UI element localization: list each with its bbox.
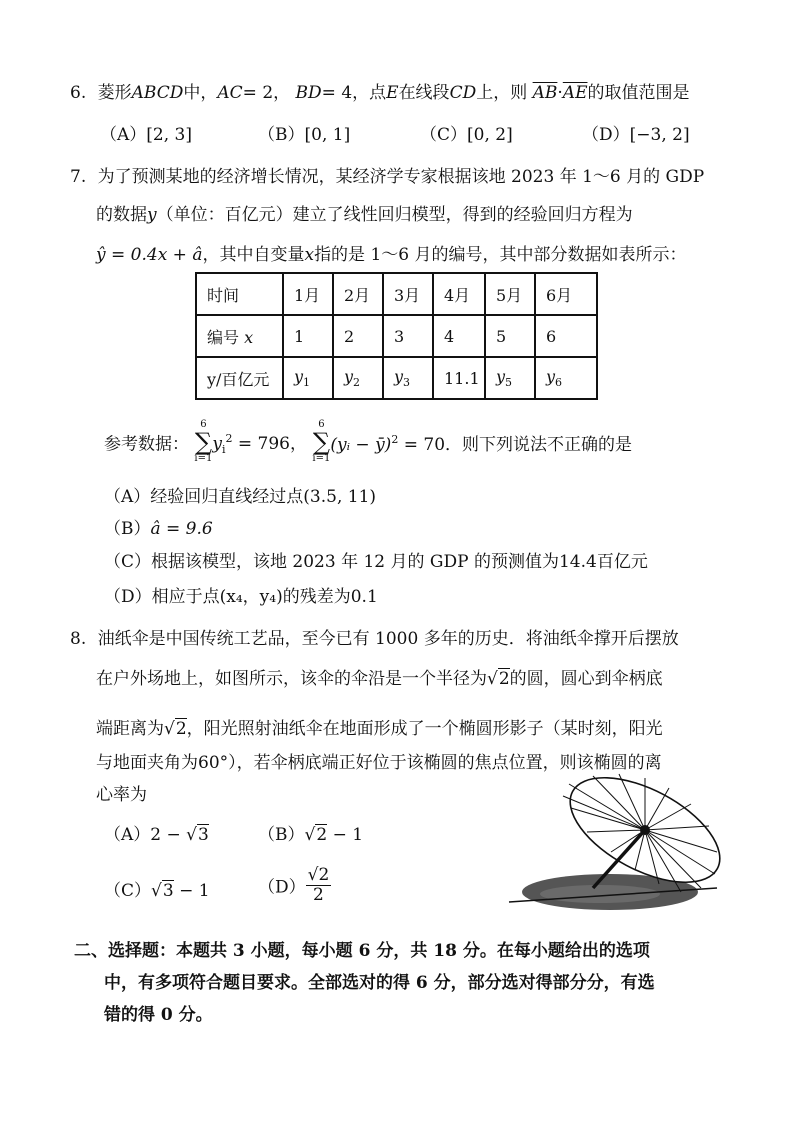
q8-text: 的圆，圆心到伞柄底 bbox=[509, 669, 663, 689]
option-label: （B） bbox=[258, 825, 305, 845]
q8-text: 在户外场地上，如图所示，该伞的伞沿是一个半径为 bbox=[96, 669, 487, 689]
cell-sub: 1 bbox=[303, 376, 311, 389]
table-cell: 4月 bbox=[433, 273, 485, 315]
sqrt-sign: √ bbox=[164, 719, 175, 739]
q7-option-b bbox=[104, 514, 213, 539]
q7-text: 的数据 bbox=[96, 205, 147, 225]
table-cell: 6 bbox=[535, 315, 597, 357]
option-label: （D） bbox=[104, 587, 152, 607]
q8-line3 bbox=[96, 714, 663, 739]
table-cell: 1 bbox=[283, 315, 333, 357]
summation-1 bbox=[194, 420, 212, 464]
sum-lower: i=1 bbox=[194, 453, 213, 464]
sum-upper: 6 bbox=[318, 419, 325, 430]
option-text: [−3, 2] bbox=[629, 125, 690, 145]
ref-label: 参考数据： bbox=[104, 434, 189, 455]
cell-sub: 6 bbox=[555, 376, 563, 389]
q6-option-a bbox=[100, 120, 192, 145]
table-cell: 1月 bbox=[283, 273, 333, 315]
q6-dot: · bbox=[557, 83, 563, 103]
q7-text: （单位：百亿元）建立了线性回归模型，得到的经验回归方程为 bbox=[156, 205, 633, 225]
sum-body: y bbox=[212, 433, 222, 454]
table-cell bbox=[196, 315, 283, 357]
sum-sigma: ∑ bbox=[194, 428, 212, 456]
table-cell: 4 bbox=[433, 315, 485, 357]
sum-body: (yᵢ − ȳ) bbox=[330, 434, 392, 455]
q6-text: 菱形 bbox=[97, 83, 132, 103]
q7-line3 bbox=[96, 240, 687, 265]
table-cell bbox=[485, 357, 535, 399]
cell-var: y bbox=[294, 367, 304, 386]
option-text: √ bbox=[151, 881, 162, 901]
q6-option-b bbox=[258, 120, 350, 145]
table-cell: 11.1 bbox=[433, 357, 485, 399]
q6-vector-ae: $\overline{AE}$ bbox=[562, 83, 588, 103]
fraction-numerator: √2 bbox=[307, 865, 330, 885]
sum-eq: = 70．则下列说法不正确的是 bbox=[403, 434, 633, 455]
q7-option-a bbox=[104, 482, 376, 507]
q8-option-a bbox=[104, 820, 209, 845]
q7-line1 bbox=[70, 162, 704, 187]
table-row bbox=[196, 273, 597, 315]
q7-option-c bbox=[104, 547, 648, 572]
q8-text: ，阳光照射油纸伞在地面形成了一个椭圆形影子（某时刻，阳光 bbox=[186, 719, 663, 739]
option-text: [0, 1] bbox=[304, 125, 351, 145]
q8-option-b bbox=[258, 820, 363, 845]
q8-option-d bbox=[258, 866, 331, 904]
sum-sub: i bbox=[221, 442, 226, 456]
cell-var: y bbox=[496, 367, 506, 386]
table-cell: 时间 bbox=[196, 273, 283, 315]
table-row bbox=[196, 357, 597, 399]
q8-line4: 与地面夹角为60°），若伞柄底端正好位于该椭圆的焦点位置，则该椭圆的离 bbox=[96, 753, 662, 773]
cell-sub: 3 bbox=[403, 376, 411, 389]
table-cell: 5 bbox=[485, 315, 535, 357]
cell-var: y bbox=[394, 367, 404, 386]
q7-var: x bbox=[304, 245, 315, 265]
table-cell: 2 bbox=[333, 315, 383, 357]
cell-var: x bbox=[244, 327, 254, 347]
table-row bbox=[196, 315, 597, 357]
q6-var: ABCD bbox=[131, 83, 184, 103]
sqrt-radicand: 3 bbox=[197, 825, 209, 845]
q6-var: BD bbox=[295, 83, 322, 103]
table-cell: 2月 bbox=[333, 273, 383, 315]
q8-text: 油纸伞是中国传统工艺品，至今已有 1000 多年的历史．将油纸伞撑开后摆放 bbox=[97, 629, 679, 649]
q6-var: AC bbox=[217, 83, 243, 103]
fraction-denominator: 2 bbox=[313, 884, 324, 905]
option-label: （A） bbox=[104, 825, 151, 845]
section2-line3: 错的得 0 分。 bbox=[104, 1005, 213, 1025]
q7-text: ，其中自变量 bbox=[202, 245, 305, 265]
table-cell: 5月 bbox=[485, 273, 535, 315]
fraction bbox=[306, 866, 332, 904]
q7-number: 7. bbox=[70, 167, 87, 187]
option-text: 经验回归直线经过点(3.5, 11) bbox=[150, 487, 377, 507]
option-text: [0, 2] bbox=[467, 125, 513, 145]
q6-text: 点 bbox=[369, 83, 387, 103]
option-text: 根据该模型，该地 2023 年 12 月的 GDP 的预测值为14.4百亿元 bbox=[151, 552, 648, 572]
option-label: （D） bbox=[258, 877, 306, 898]
sum-upper: 6 bbox=[200, 419, 207, 430]
table-cell bbox=[283, 357, 333, 399]
q8-line1 bbox=[70, 624, 679, 649]
sqrt-radicand: 2 bbox=[498, 669, 510, 689]
q7-var: y bbox=[147, 205, 157, 225]
q6-var: CD bbox=[449, 83, 477, 103]
cell-var: y bbox=[344, 367, 354, 386]
q6-option-c bbox=[420, 120, 513, 145]
q6-vector-ab: $\overline{AB}$ bbox=[532, 83, 558, 103]
q6-text: 中， bbox=[183, 83, 218, 103]
q6-var: E bbox=[386, 83, 399, 103]
umbrella-figure bbox=[505, 770, 725, 915]
option-text: â = 9.6 bbox=[150, 519, 213, 539]
sum-sup: 2 bbox=[225, 431, 233, 445]
q7-text: 为了预测某地的经济增长情况，某经济学专家根据该地 2023 年 1～6 月的 GDP bbox=[97, 167, 705, 187]
q6-text: 在线段 bbox=[398, 83, 450, 103]
q6-option-d bbox=[582, 120, 690, 145]
option-label: （A） bbox=[104, 487, 151, 507]
table-cell: y/百亿元 bbox=[196, 357, 283, 399]
option-label: （B） bbox=[258, 125, 305, 145]
table-cell: 3月 bbox=[383, 273, 433, 315]
table-cell: 3 bbox=[383, 315, 433, 357]
q7-data-table bbox=[195, 272, 598, 400]
option-label: （B） bbox=[104, 519, 151, 539]
table-cell bbox=[383, 357, 433, 399]
q6-text: 的取值范围是 bbox=[587, 83, 690, 103]
q7-reference-data bbox=[104, 420, 632, 464]
option-label: （C） bbox=[104, 881, 152, 901]
option-label: （A） bbox=[100, 125, 147, 145]
sqrt-radicand: 3 bbox=[162, 881, 174, 901]
option-text: √ bbox=[304, 825, 316, 845]
sum-lower: i=1 bbox=[312, 453, 331, 464]
option-text: 相应于点(x₄，y₄)的残差为0.1 bbox=[151, 587, 378, 607]
table-cell: 6月 bbox=[535, 273, 597, 315]
q8-line2 bbox=[96, 664, 663, 689]
q7-line2 bbox=[96, 200, 633, 225]
table-cell bbox=[333, 357, 383, 399]
q7-text: 指的是 1～6 月的编号，其中部分数据如表所示： bbox=[314, 245, 687, 265]
summation-2 bbox=[312, 420, 330, 464]
option-label: （D） bbox=[582, 125, 630, 145]
cell-sub: 5 bbox=[505, 376, 513, 389]
q8-line5: 心率为 bbox=[96, 785, 147, 805]
cell-sub: 2 bbox=[353, 376, 361, 389]
option-text: 2 − √ bbox=[150, 825, 197, 845]
sum-sigma: ∑ bbox=[312, 428, 330, 456]
sqrt-radicand: 2 bbox=[175, 719, 187, 739]
option-text: [2, 3] bbox=[146, 125, 192, 145]
option-label: （C） bbox=[420, 125, 468, 145]
q8-text: 端距离为 bbox=[96, 719, 164, 739]
option-label: （C） bbox=[104, 552, 152, 572]
table-cell bbox=[535, 357, 597, 399]
sqrt-sign: √ bbox=[487, 669, 498, 689]
option-text: − 1 bbox=[173, 881, 210, 901]
q8-number: 8. bbox=[70, 629, 87, 649]
q6-text: = 2， bbox=[242, 83, 291, 103]
sum-eq: = 796， bbox=[237, 433, 308, 454]
q6-number: 6. bbox=[70, 83, 87, 103]
q6-text: 上，则 bbox=[476, 83, 528, 103]
section2-line1: 二、选择题：本题共 3 小题，每小题 6 分，共 18 分。在每小题给出的选项 bbox=[74, 941, 650, 961]
q6-stem bbox=[70, 78, 689, 103]
cell-text: 编号 bbox=[207, 327, 240, 347]
q8-option-c bbox=[104, 876, 210, 901]
sqrt-radicand: 2 bbox=[316, 825, 328, 845]
q7-option-d bbox=[104, 582, 378, 607]
q6-text: = 4， bbox=[321, 83, 370, 103]
sum-sup: 2 bbox=[391, 432, 399, 446]
section2-line2: 中，有多项符合题目要求。全部选对的得 6 分，部分选对得部分分，有选 bbox=[104, 973, 655, 993]
cell-var: y bbox=[546, 367, 556, 386]
option-text: − 1 bbox=[327, 825, 364, 845]
q7-regression-equation: ŷ = 0.4x + â bbox=[96, 245, 203, 265]
